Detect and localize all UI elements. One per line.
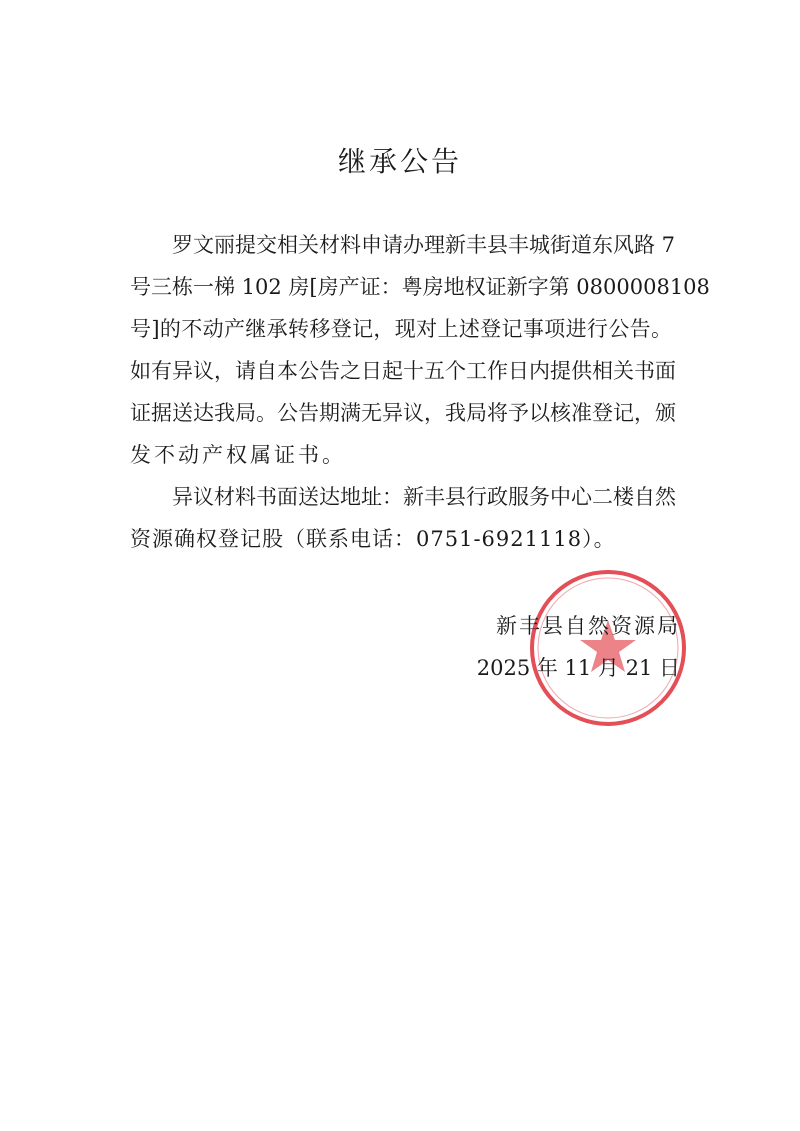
official-seal-stamp [528, 568, 688, 728]
text-line: 号]的不动产继承转移登记，现对上述登记事项进行公告。 [130, 317, 672, 341]
notice-title: 继承公告 [337, 145, 462, 178]
text-line: 证据送达我局。公告期满无异议，我局将予以核准登记，颁 [130, 401, 676, 425]
text-line: 罗文丽提交相关材料申请办理新丰县丰城街道东风路 7 [172, 233, 676, 257]
text-line: 异议材料书面送达地址：新丰县行政服务中心二楼自然 [172, 485, 676, 509]
text-line: 资源确权登记股（联系电话：0751-6921118）。 [130, 527, 616, 551]
text-line: 发不动产权属证书。 [130, 443, 346, 467]
text-line: 如有异议，请自本公告之日起十五个工作日内提供相关书面 [130, 359, 676, 383]
signature-org: 新丰县自然资源局 [496, 614, 680, 638]
text-line: 号三栋一梯 102 房[房产证：粤房地权证新字第 0800008108 [130, 275, 710, 299]
signature-date: 2025 年 11 月 21 日 [476, 656, 680, 680]
